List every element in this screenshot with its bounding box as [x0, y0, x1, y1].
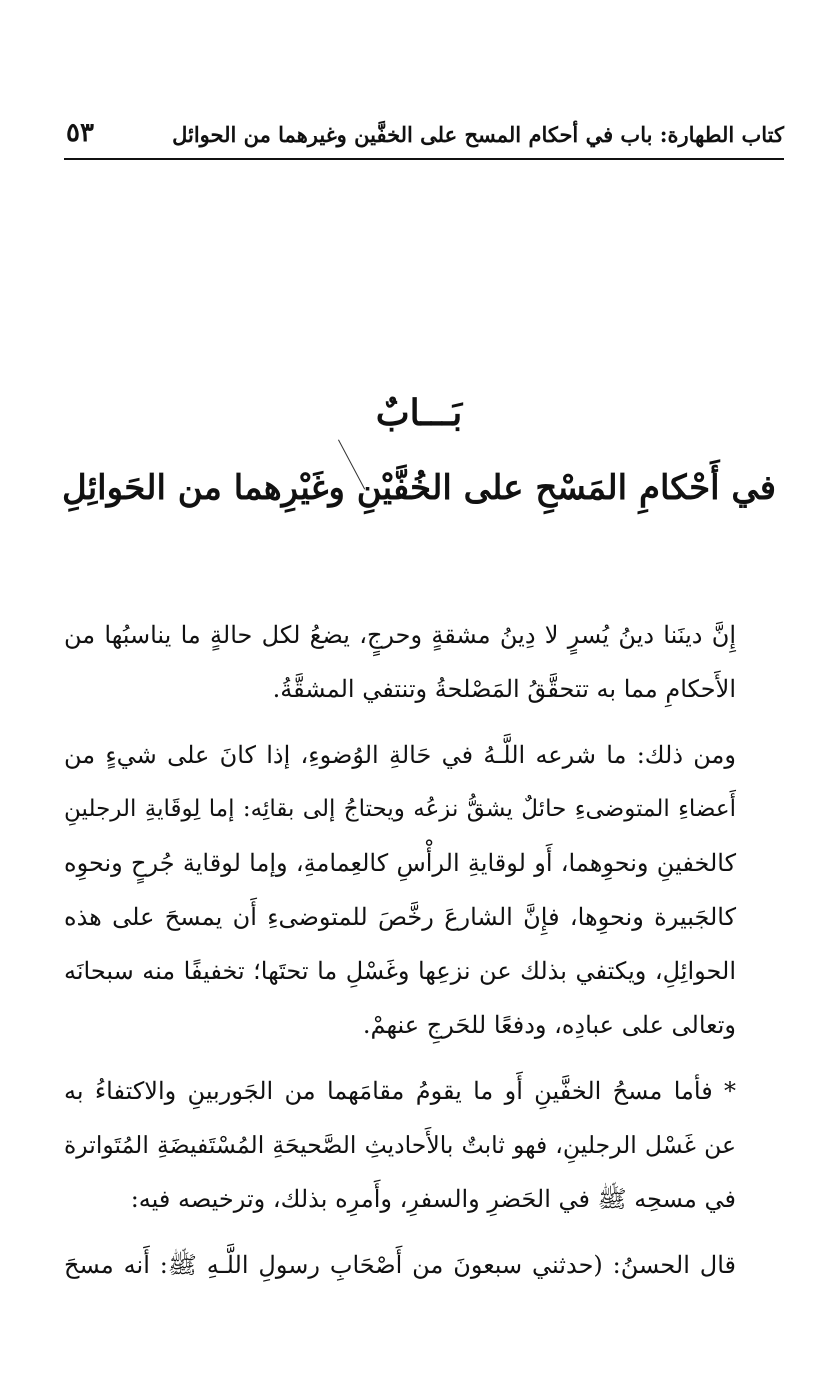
- paragraph-3: [64, 1064, 784, 1226]
- chapter-label: بَـــابٌ: [375, 392, 463, 434]
- header-rule: [64, 158, 784, 160]
- text-line: أَعضاءِ المتوضىءِ حائلٌ يشقُّ نزعُه ويحتاجُ إلى بقائِه: إما لِوقَايةِ الرجلينِ: [64, 796, 736, 822]
- text-line: قال الحسنُ: (حدثني سبعونَ من أَصْحَابِ رسولِ اللَّـهِ ﷺ: أَنه مسحَ: [64, 1251, 736, 1279]
- text-line: ومن ذلك: ما شرعه اللَّـهُ في حَالةِ الوُضوءِ، إذا كانَ على شيءٍ من: [64, 741, 736, 769]
- body-text: [64, 608, 784, 1304]
- text-line: الأَحكامِ مما به تتحقَّقُ المَصْلحةُ وتنتفي المشقَّةُ.: [272, 675, 736, 703]
- paragraph-2: [64, 728, 784, 1052]
- text-line: كالجَبيرة ونحوِها، فإِنَّ الشارعَ رخَّصَ للمتوضىءِ أَن يمسحَ على هذه: [64, 903, 736, 931]
- running-title: كتاب الطهارة: باب في أحكام المسح على الخفَّين وغيرهما من الحوائل: [172, 122, 784, 147]
- paragraph-1: [64, 608, 784, 716]
- text-line: * فأما مسحُ الخفَّينِ أَو ما يقومُ مقامَهما من الجَوربينِ والاكتفاءُ به: [64, 1077, 736, 1105]
- text-line: كالخفينِ ونحوِهما، أَو لوقايةِ الرأْسِ كالعِمامةِ، وإما لوقاية جُرحٍ ونحوِه: [64, 849, 736, 877]
- text-line: الحوائِلِ، ويكتفي بذلك عن نزعِها وغَسْلِ ما تحتَها؛ تخفيفًا منه سبحانَه: [64, 957, 736, 985]
- text-line: إِنَّ دينَنا دينُ يُسرٍ لا دِينُ مشقةٍ وحرجٍ، يضعُ لكل حالةٍ ما يناسبُها من: [64, 621, 736, 649]
- chapter-title: في أَحْكامِ المَسْحِ على الخُفَّيْنِ وغَيْرِهما من الحَوائِلِ: [61, 468, 777, 508]
- text-line: عن غَسْل الرجلينِ، فهو ثابتٌ بالأَحاديثِ الصَّحيحَةِ المُسْتَفيضَةِ المُتَواترة: [64, 1131, 736, 1159]
- text-line: وتعالى على عبادِه، ودفعًا للحَرجِ عنهمْ.: [362, 1011, 736, 1039]
- page-number: ٥٣: [66, 118, 94, 148]
- text-line: في مسحِه ﷺ في الحَضرِ والسفرِ، وأَمرِه بذلك، وترخيصه فيه:: [130, 1185, 736, 1213]
- paragraph-4: [64, 1238, 784, 1292]
- running-header: [66, 118, 784, 158]
